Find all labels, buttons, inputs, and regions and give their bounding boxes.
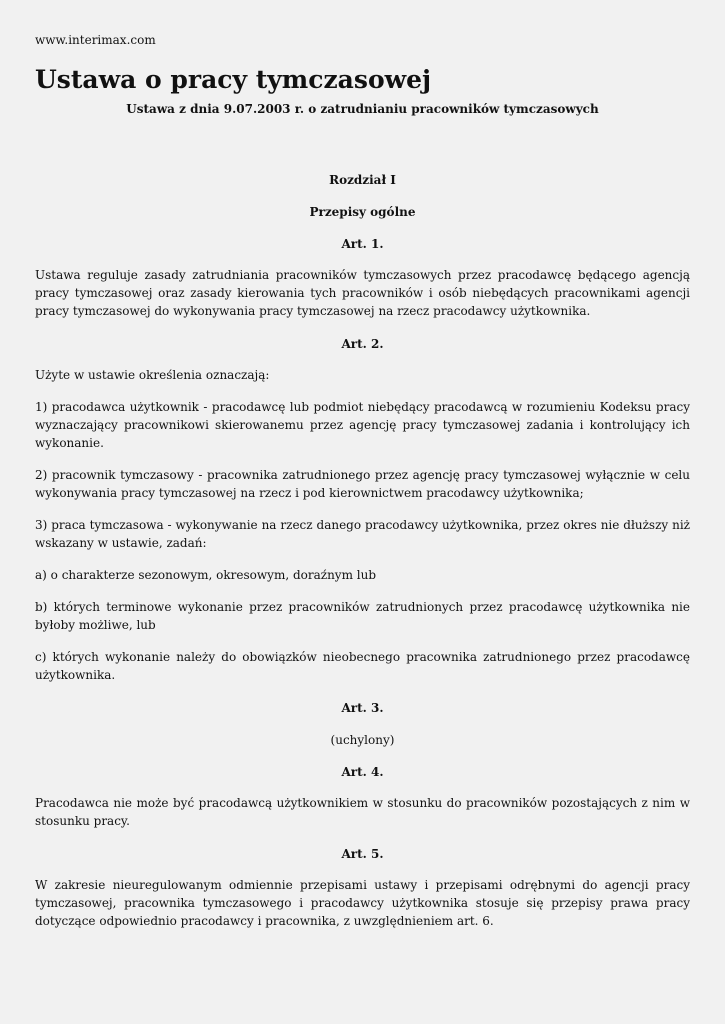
chapter-heading: Rozdział I — [329, 173, 396, 187]
art5-heading: Art. 5. — [341, 847, 384, 861]
art2-point-c: c) których wykonanie należy do obowiązków nieobecnego pracownika zatrudnionego przez pracodawcę użytkownika. — [35, 650, 690, 682]
art2-point-3: 3) praca tymczasowa - wykonywanie na rzecz danego pracodawcy użytkownika, przez okres nie dłuższy niż wskazany w ustawie, zadań: — [35, 518, 690, 550]
art5-text: W zakresie nieuregulowanym odmiennie przepisami ustawy i przepisami odrębnymi do agencji pracy tymczasowej, pracownika tymczasowego i pracodawcy użytkownika stosuje się przepisy prawa pracy dotyczące odpowiednio pracodawcy i pracownika, z uwzględnieniem art. 6. — [35, 878, 690, 928]
art4-heading: Art. 4. — [341, 765, 384, 779]
art2-point-a: a) o charakterze sezonowym, okresowym, doraźnym lub — [35, 568, 377, 582]
art2-point-b: b) których terminowe wykonanie przez pracowników zatrudnionych przez pracodawcę użytkownika nie byłoby możliwe, lub — [35, 600, 690, 632]
art2-heading: Art. 2. — [341, 337, 384, 351]
art2-point-1: 1) pracodawca użytkownik - pracodawcę lub podmiot niebędący pracodawcą w rozumieniu Kodeksu pracy wyznaczający pracownikowi skierowanemu przez agencję pracy tymczasowej zadania i kontrolujący ich wykonanie. — [35, 400, 690, 450]
section-heading: Przepisy ogólne — [309, 205, 416, 219]
art3-heading: Art. 3. — [341, 701, 384, 715]
art1-text: Ustawa reguluje zasady zatrudniania pracowników tymczasowych przez pracodawcę będącego agencją pracy tymczasowej oraz zasady kierowania tych pracowników i osób niebędących pracownikami agencji pracy tymczasowej do wykonywania pracy tymczasowej na rzecz pracodawcy użytkownika. — [35, 268, 690, 318]
art2-intro: Użyte w ustawie określenia oznaczają: — [35, 368, 270, 382]
art4-text: Pracodawca nie może być pracodawcą użytkownikiem w stosunku do pracowników pozostających z nim w stosunku pracy. — [35, 796, 690, 828]
art3-text: (uchylony) — [330, 733, 395, 747]
art2-point-2: 2) pracownik tymczasowy - pracownika zatrudnionego przez agencję pracy tymczasowej wyłącznie w celu wykonywania pracy tymczasowej na rzecz i pod kierownictwem pracodawcy użytkownika; — [35, 468, 690, 500]
document-title: Ustawa o pracy tymczasowej — [35, 65, 432, 94]
art1-heading: Art. 1. — [341, 237, 384, 251]
document-subtitle: Ustawa z dnia 9.07.2003 r. o zatrudnianiu pracowników tymczasowych — [126, 102, 599, 116]
site-url: www.interimax.com — [35, 33, 156, 47]
